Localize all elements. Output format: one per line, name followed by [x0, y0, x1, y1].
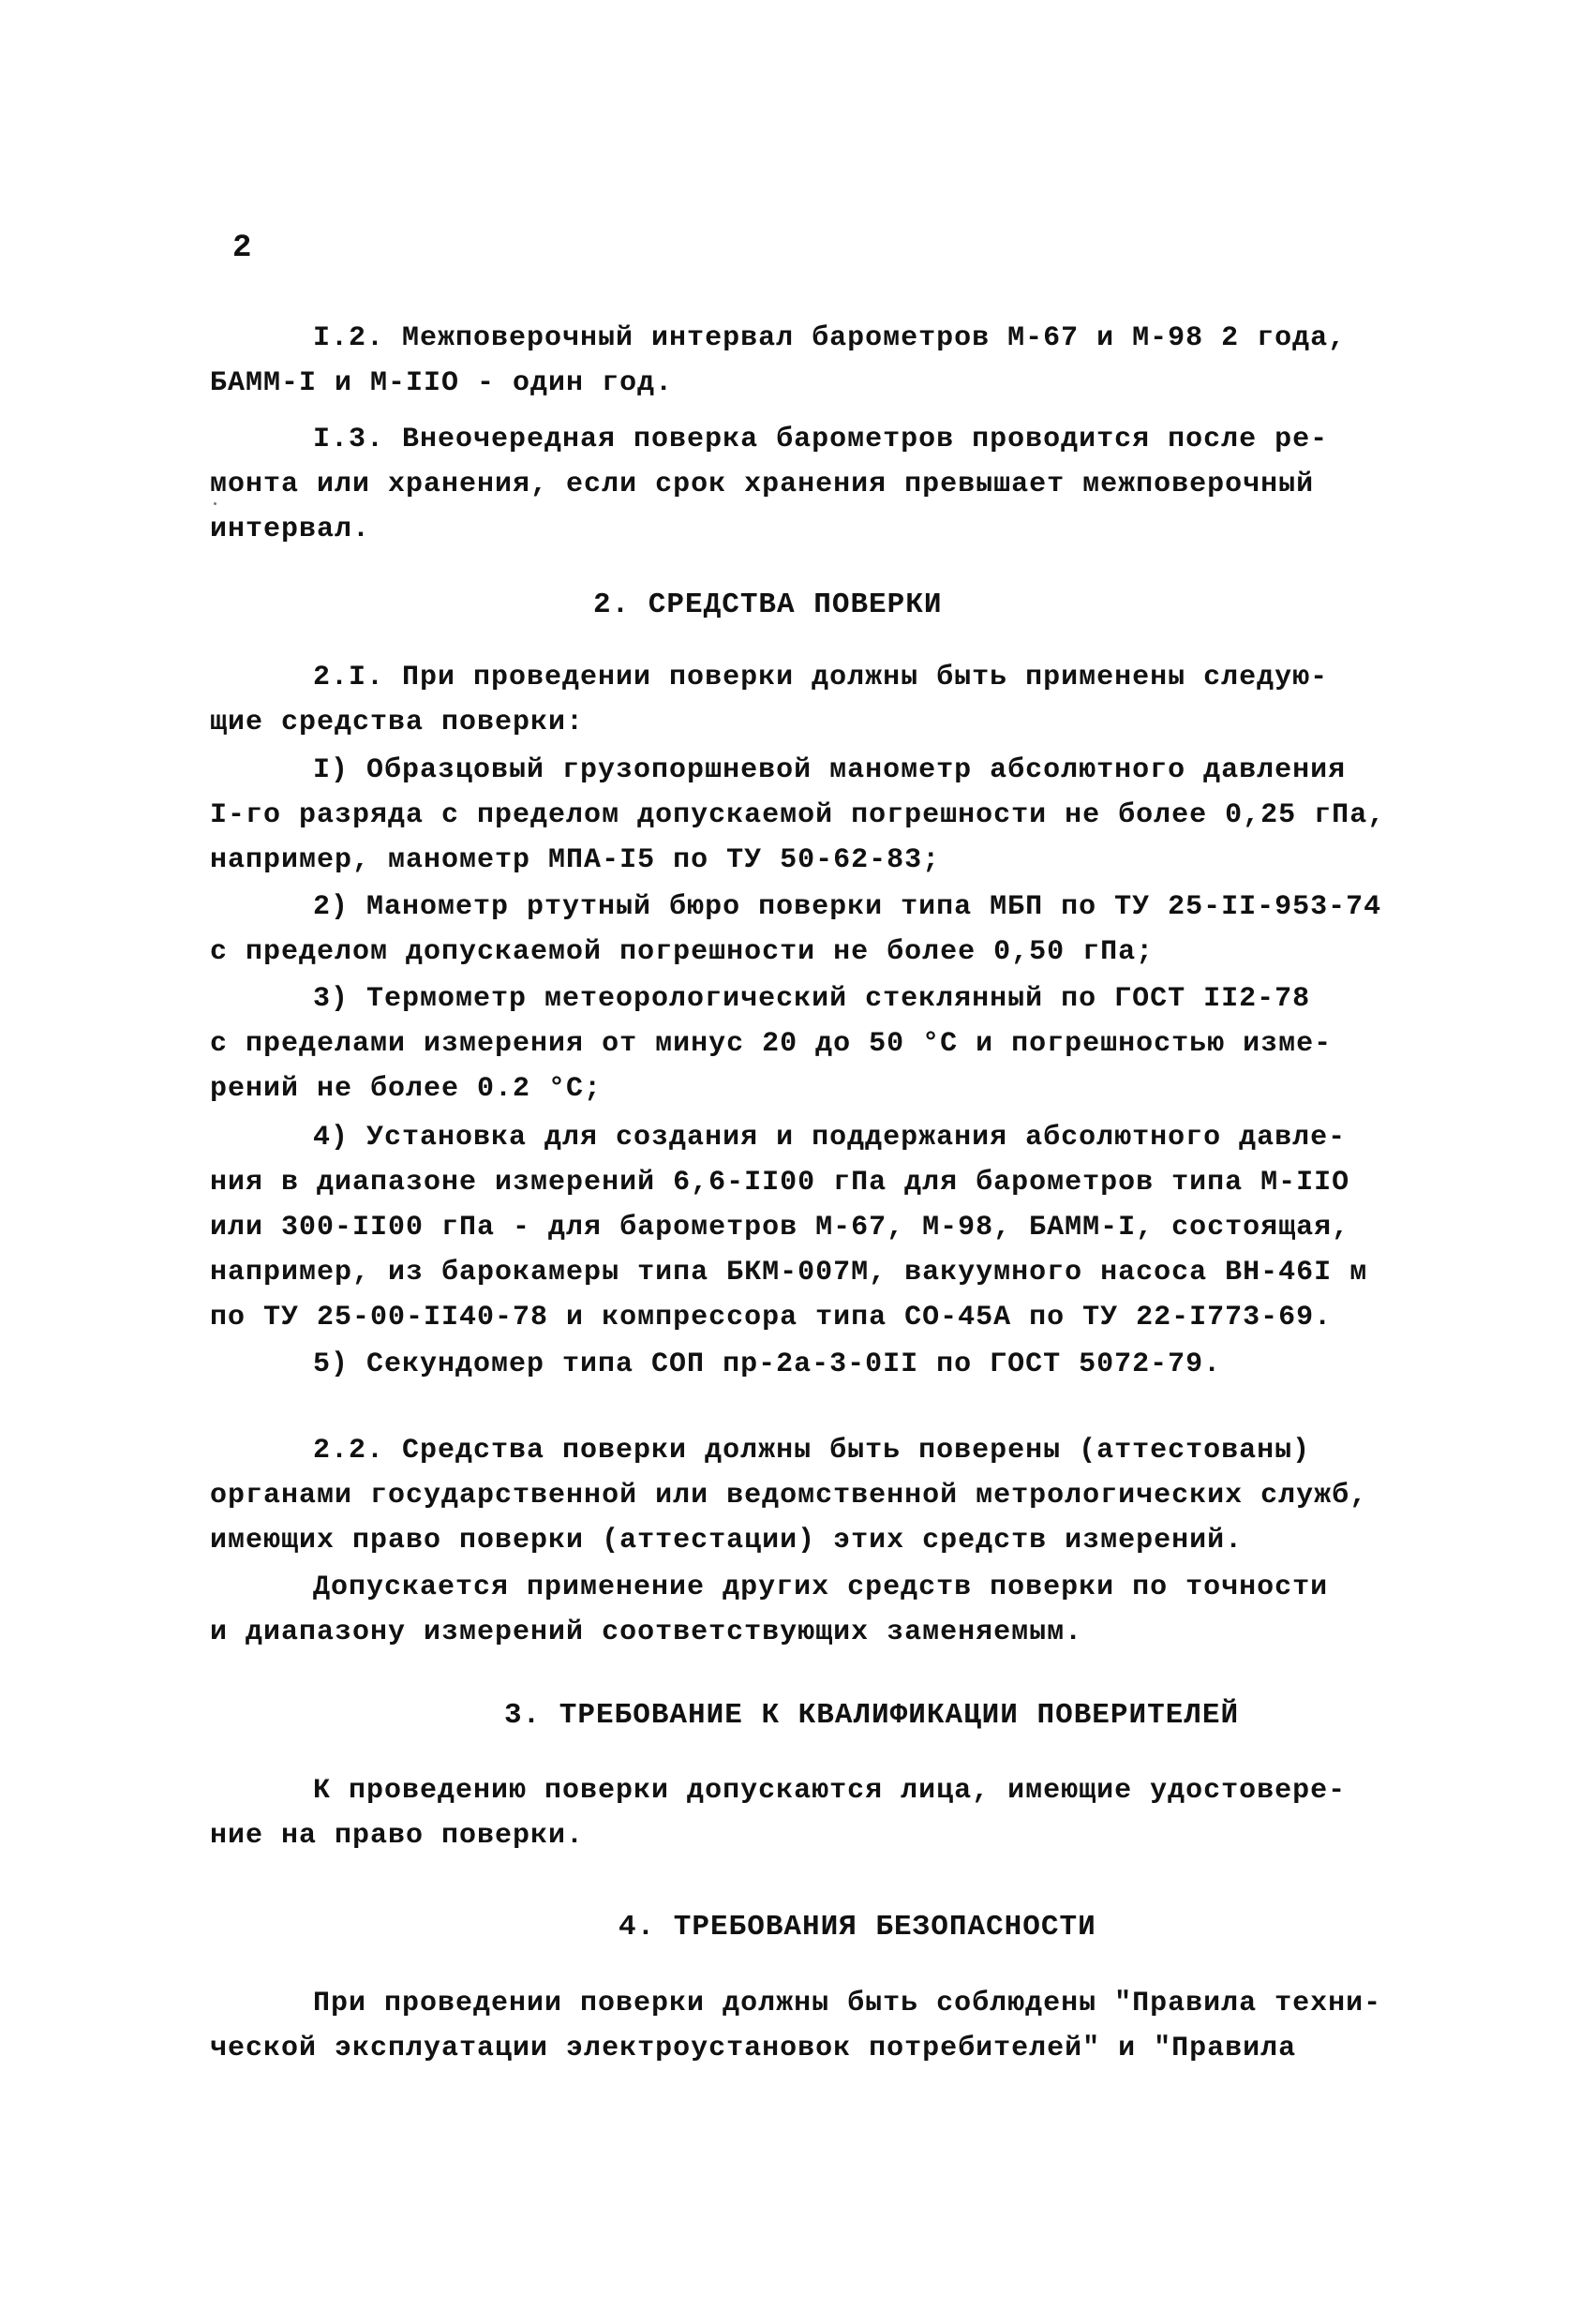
section-3-heading: 3. ТРЕБОВАНИЕ К КВАЛИФИКАЦИИ ПОВЕРИТЕЛЕЙ [504, 1699, 1240, 1732]
section-3-paragraph-line-2: ние на право поверки. [210, 1820, 585, 1852]
item-3-line-2: с пределами измерения от минус 20 до 50 °C и погрешностью изме- [210, 1028, 1333, 1060]
paragraph-2-2-line-3: имеющих право поверки (аттестации) этих средств измерений. [210, 1525, 1244, 1557]
paragraph-2-2b-line-1: Допускается применение других средств поверки по точности [313, 1572, 1329, 1603]
item-2-line-2: с пределом допускаемой погрешности не более 0,50 гПа; [210, 936, 1155, 968]
section-4-heading: 4. ТРЕБОВАНИЯ БЕЗОПАСНОСТИ [619, 1911, 1096, 1944]
item-5-line-1: 5) Секундомер типа СОП пр-2а-3-0II по ГОСТ 5072-79. [313, 1348, 1222, 1380]
item-1-line-3: например, манометр МПА-I5 по ТУ 50-62-83; [210, 844, 941, 876]
item-3-line-3: рений не более 0.2 °C; [210, 1073, 603, 1105]
page-number: 2 [232, 231, 253, 266]
item-4-line-4: например, из барокамеры типа БКМ-007М, вакуумного насоса ВН-46I м [210, 1257, 1368, 1289]
item-4-line-2: ния в диапазоне измерений 6,6-II00 гПа для барометров типа М-IIO [210, 1167, 1350, 1199]
paragraph-1-3-line-1: I.3. Внеочередная поверка барометров проводится после ре- [313, 424, 1329, 455]
paragraph-2-2-line-1: 2.2. Средства поверки должны быть поверены (аттестованы) [313, 1435, 1311, 1467]
paragraph-2-1-line-2: щие средства поверки: [210, 707, 585, 738]
section-4-paragraph-line-1: При проведении поверки должны быть соблюдены "Правила техни- [313, 1988, 1382, 2019]
section-3-paragraph-line-1: К проведению поверки допускаются лица, имеющие удостовере- [313, 1775, 1347, 1807]
item-4-line-3: или 300-II00 гПа - для барометров М-67, М-98, БАММ-I, состоящая, [210, 1212, 1350, 1244]
scan-dot-mark [214, 502, 216, 505]
paragraph-2-1-line-1: 2.I. При проведении поверки должны быть применены следую- [313, 662, 1329, 693]
paragraph-2-2b-line-2: и диапазону измерений соответствующих заменяемым. [210, 1616, 1083, 1648]
item-4-line-5: по ТУ 25-00-II40-78 и компрессора типа СО-45А по ТУ 22-I773-69. [210, 1302, 1333, 1333]
paragraph-1-2-line-2: БАММ-I и М-IIO - один год. [210, 367, 674, 399]
item-2-line-1: 2) Манометр ртутный бюро поверки типа МБП по ТУ 25-II-953-74 [313, 891, 1382, 923]
paragraph-1-2-line-1: I.2. Межповерочный интервал барометров М-67 и М-98 2 года, [313, 322, 1347, 354]
paragraph-1-3-line-2: монта или хранения, если срок хранения превышает межповерочный [210, 469, 1315, 500]
paragraph-2-2-line-2: органами государственной или ведомственной метрологических служб, [210, 1480, 1368, 1512]
section-4-paragraph-line-2: ческой эксплуатации электроустановок потребителей" и "Правила [210, 2033, 1297, 2064]
item-4-line-1: 4) Установка для создания и поддержания абсолютного давле- [313, 1122, 1347, 1154]
paragraph-1-3-line-3: интервал. [210, 514, 371, 545]
item-1-line-1: I) Образцовый грузопоршневой манометр абсолютного давления [313, 754, 1347, 786]
item-1-line-2: I-го разряда с пределом допускаемой погрешности не более 0,25 гПа, [210, 799, 1386, 831]
section-2-heading: 2. СРЕДСТВА ПОВЕРКИ [593, 588, 943, 621]
item-3-line-1: 3) Термометр метеорологический стеклянный по ГОСТ II2-78 [313, 983, 1311, 1015]
